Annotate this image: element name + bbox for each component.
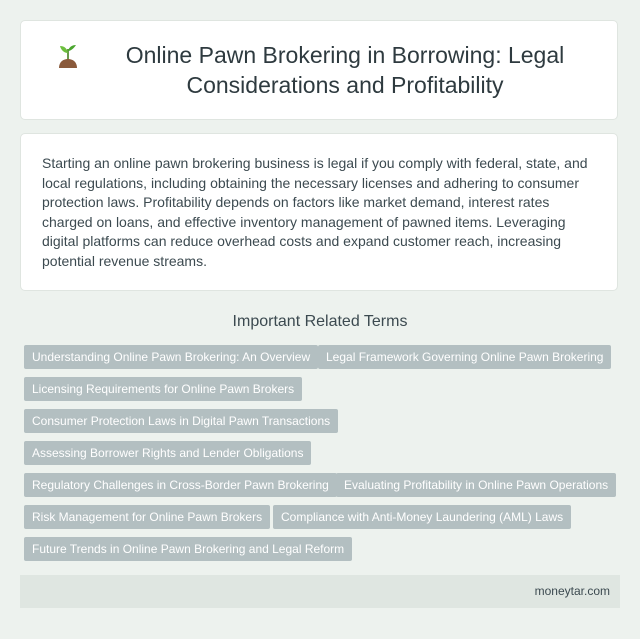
header-card	[20, 20, 618, 120]
term-tag[interactable]: Assessing Borrower Rights and Lender Obligations	[24, 441, 311, 465]
footer-site[interactable]: moneytar.com	[534, 584, 610, 598]
term-tag[interactable]: Risk Management for Online Pawn Brokers	[24, 505, 270, 529]
header-inner	[53, 40, 585, 100]
footer	[20, 575, 620, 608]
term-tag[interactable]: Understanding Online Pawn Brokering: An Overview	[24, 345, 318, 369]
term-tag[interactable]: Compliance with Anti-Money Laundering (AML) Laws	[273, 505, 571, 529]
terms-heading: Important Related Terms	[232, 313, 408, 330]
term-tag[interactable]: Licensing Requirements for Online Pawn Brokers	[24, 377, 302, 401]
term-tag[interactable]: Evaluating Profitability in Online Pawn Operations	[336, 473, 616, 497]
term-tag[interactable]: Future Trends in Online Pawn Brokering and Legal Reform	[24, 537, 352, 561]
sprout-icon	[53, 42, 83, 72]
term-tag[interactable]: Consumer Protection Laws in Digital Pawn Transactions	[24, 409, 338, 433]
intro-text: Starting an online pawn brokering business is legal if you comply with federal, state, and local regulations, including obtaining the necessary licenses and adhering to consumer protection laws. Profitability depends on factors like market demand, interest rates charged on loans, and effective inventory management of pawned items. Leveraging digital platforms can reduce overhead costs and expand customer reach, increasing potential revenue streams.	[42, 155, 588, 269]
term-tag[interactable]: Legal Framework Governing Online Pawn Brokering	[318, 345, 611, 369]
intro-card	[20, 133, 618, 291]
page-title: Online Pawn Brokering in Borrowing: Legal Considerations and Profitability	[125, 42, 565, 98]
term-tag[interactable]: Regulatory Challenges in Cross-Border Pawn Brokering	[24, 473, 337, 497]
